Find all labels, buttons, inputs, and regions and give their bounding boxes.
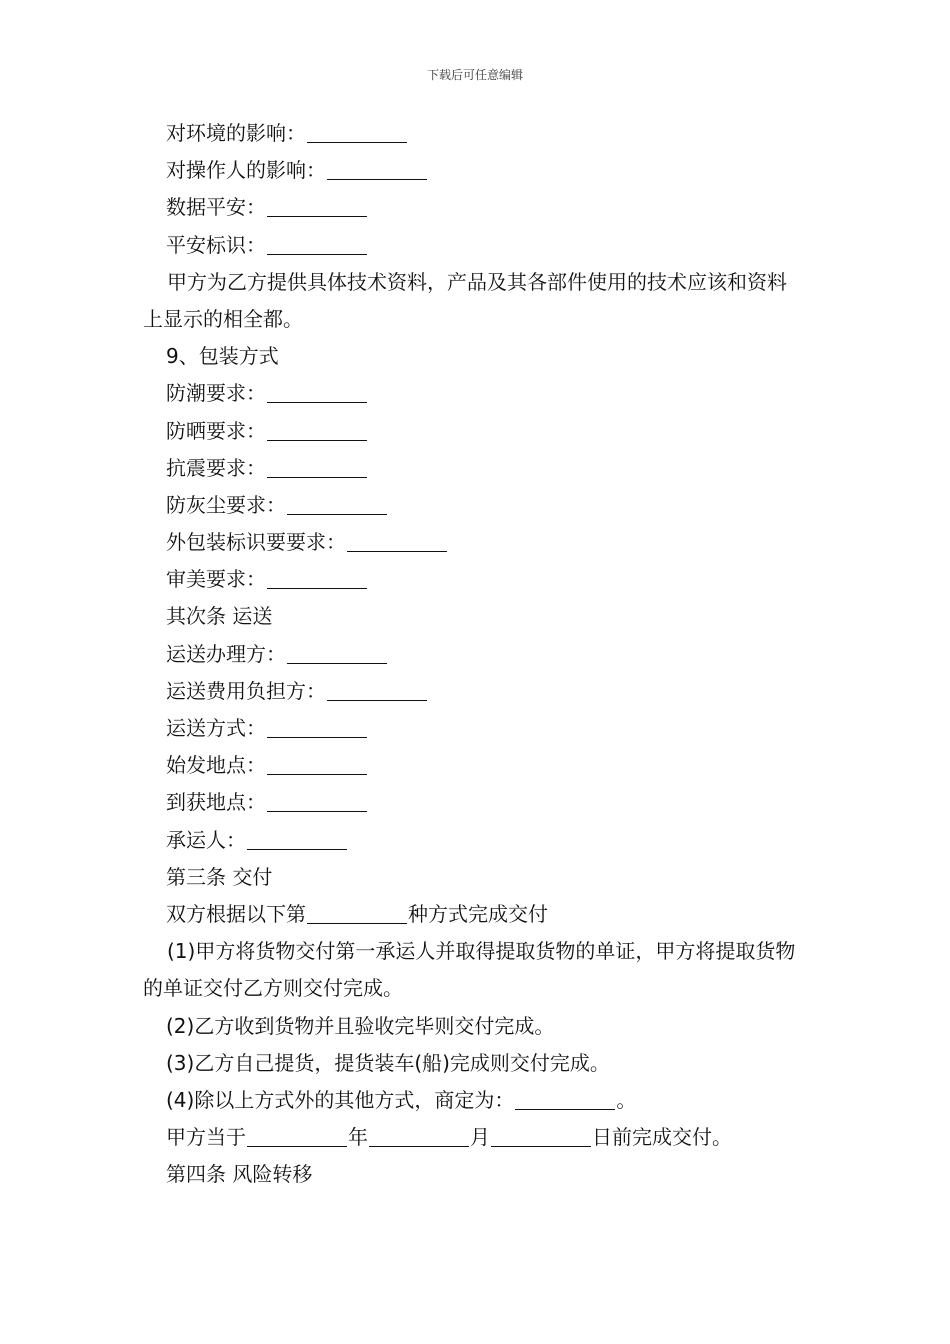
blank-line[interactable]: [491, 1126, 591, 1147]
delivery-item-1: (1)甲方将货物交付第一承运人并取得提取货物的单证，甲方将提取货物的单证交付乙方则交付完成。: [143, 939, 796, 1001]
blank-line[interactable]: [369, 1126, 469, 1147]
section-4-title: 第四条 风险转移: [166, 1162, 313, 1187]
field-dust: 防灰尘要求：: [166, 487, 950, 524]
blank-line[interactable]: [267, 457, 367, 478]
field-aesthetic: 审美要求：: [166, 561, 950, 598]
tech-data-paragraph: 甲方为乙方提供具体技术资料，产品及其各部件使用的技术应该和资料上显示的相全都。: [143, 269, 787, 331]
field-origin: 始发地点：: [166, 747, 950, 784]
blank-line[interactable]: [307, 122, 407, 143]
document-body: [0, 115, 950, 1194]
page-header: 下载后可任意编辑: [426, 68, 523, 82]
field-ship-handler: 运送办理方：: [166, 636, 950, 673]
field-operator-impact: 对操作人的影响：: [166, 152, 950, 189]
blank-line[interactable]: [287, 643, 387, 664]
field-ship-cost: 运送费用负担方：: [166, 673, 950, 710]
blank-line[interactable]: [247, 829, 347, 850]
blank-line[interactable]: [267, 196, 367, 217]
field-moisture: 防潮要求：: [166, 375, 950, 412]
blank-line[interactable]: [267, 717, 367, 738]
field-shock: 抗震要求：: [166, 450, 950, 487]
blank-line[interactable]: [307, 903, 407, 924]
blank-line[interactable]: [327, 159, 427, 180]
delivery-item-4: (4)除以上方式外的其他方式，商定为： 。: [166, 1087, 637, 1112]
field-ship-method: 运送方式：: [166, 710, 950, 747]
field-destination: 到获地点：: [166, 784, 950, 821]
blank-line[interactable]: [267, 382, 367, 403]
field-outer-label: 外包装标识要要求：: [166, 524, 950, 561]
blank-line[interactable]: [267, 568, 367, 589]
blank-line[interactable]: [267, 754, 367, 775]
blank-line[interactable]: [327, 680, 427, 701]
field-data-safety: 数据平安：: [166, 189, 950, 226]
blank-line[interactable]: [267, 420, 367, 441]
field-safety-label: 平安标识：: [166, 227, 950, 264]
blank-line[interactable]: [347, 531, 447, 552]
delivery-choice: 双方根据以下第 种方式完成交付: [166, 901, 548, 926]
blank-line[interactable]: [267, 791, 367, 812]
field-environment-impact: 对环境的影响：: [166, 115, 950, 152]
blank-line[interactable]: [515, 1089, 615, 1110]
delivery-item-3: (3)乙方自己提货，提货装车(船)完成则交付完成。: [166, 1050, 610, 1075]
section-9-title: 9、包装方式: [166, 344, 279, 369]
section-3-title: 第三条 交付: [166, 864, 273, 889]
delivery-date: 甲方当于 年 月 日前完成交付。: [166, 1125, 732, 1150]
field-carrier: 承运人：: [166, 822, 950, 859]
field-sun: 防晒要求：: [166, 413, 950, 450]
delivery-item-2: (2)乙方收到货物并且验收完毕则交付完成。: [166, 1013, 555, 1038]
blank-line[interactable]: [287, 494, 387, 515]
section-2-title: 其次条 运送: [166, 604, 273, 629]
blank-line[interactable]: [267, 234, 367, 255]
blank-line[interactable]: [247, 1126, 347, 1147]
